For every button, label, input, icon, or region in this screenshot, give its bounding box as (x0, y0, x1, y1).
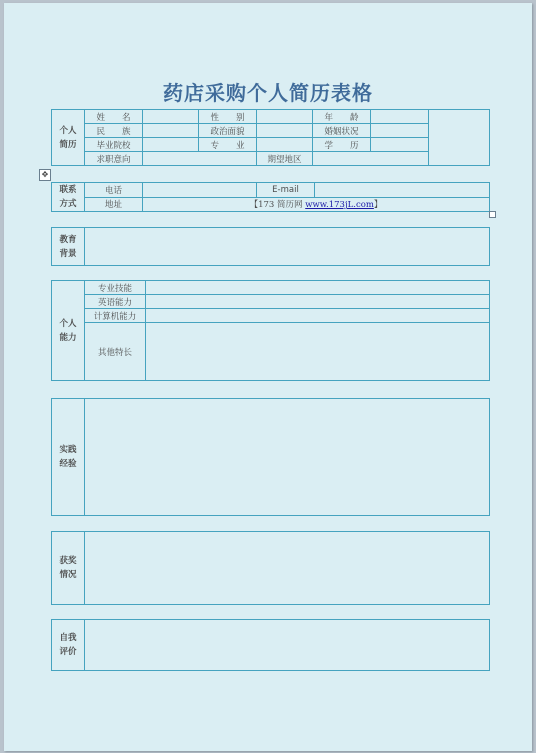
label-region: 期望地区 (257, 152, 313, 166)
value-major[interactable] (257, 138, 313, 152)
value-name[interactable] (143, 110, 199, 124)
value-computer[interactable] (146, 309, 490, 323)
label-phone: 电话 (85, 183, 143, 198)
value-region[interactable] (313, 152, 429, 166)
table-move-handle-icon[interactable]: ✥ (39, 169, 51, 181)
value-marital[interactable] (371, 124, 429, 138)
section-education: 教育 背景 (52, 228, 85, 266)
value-political[interactable] (257, 124, 313, 138)
value-professional-skill[interactable] (146, 281, 490, 295)
label-english: 英语能力 (85, 295, 146, 309)
value-other[interactable] (146, 323, 490, 381)
label-other: 其他特长 (85, 323, 146, 381)
address-suffix: 】 (373, 200, 383, 211)
value-english[interactable] (146, 295, 490, 309)
value-school[interactable] (143, 138, 199, 152)
label-school: 毕业院校 (85, 138, 143, 152)
value-gender[interactable] (257, 110, 313, 124)
value-awards[interactable] (85, 532, 490, 605)
website-link[interactable]: www.173jL.com (305, 200, 374, 211)
label-degree: 学 历 (313, 138, 371, 152)
page-title: 药店采购个人简历表格 (163, 81, 373, 105)
label-age: 年 龄 (313, 110, 371, 124)
label-name: 姓 名 (85, 110, 143, 124)
value-phone[interactable] (143, 183, 257, 198)
awards-table (51, 531, 490, 605)
label-political: 政治面貌 (199, 124, 257, 138)
label-ethnicity: 民 族 (85, 124, 143, 138)
value-intent[interactable] (143, 152, 257, 166)
label-professional-skill: 专业技能 (85, 281, 146, 295)
label-computer: 计算机能力 (85, 309, 146, 323)
address-prefix: 【173 简历网 (249, 200, 306, 211)
section-ability: 个人 能力 (52, 281, 85, 381)
section-self-eval: 自我 评价 (52, 620, 85, 671)
value-address[interactable] (143, 197, 490, 212)
label-email: E-mail (257, 183, 315, 198)
value-degree[interactable] (371, 138, 429, 152)
section-awards: 获奖 情况 (52, 532, 85, 605)
table-resize-handle[interactable] (489, 211, 496, 218)
value-self-eval[interactable] (85, 620, 490, 671)
label-address: 地址 (85, 197, 143, 212)
section-contact: 联系 方式 (52, 183, 85, 212)
value-practice[interactable] (85, 399, 490, 516)
label-gender: 性 别 (199, 110, 257, 124)
label-intent: 求职意向 (85, 152, 143, 166)
photo-cell[interactable] (429, 110, 490, 166)
practice-table (51, 398, 490, 516)
education-table (51, 227, 490, 266)
ability-table (51, 280, 490, 381)
personal-info-table (51, 109, 490, 166)
contact-table (51, 182, 490, 212)
section-personal: 个人 简历 (52, 110, 85, 166)
label-major: 专 业 (199, 138, 257, 152)
value-email[interactable] (315, 183, 490, 198)
value-age[interactable] (371, 110, 429, 124)
label-marital: 婚姻状况 (313, 124, 371, 138)
section-practice: 实践 经验 (52, 399, 85, 516)
value-ethnicity[interactable] (143, 124, 199, 138)
self-eval-table (51, 619, 490, 671)
value-education[interactable] (85, 228, 490, 266)
